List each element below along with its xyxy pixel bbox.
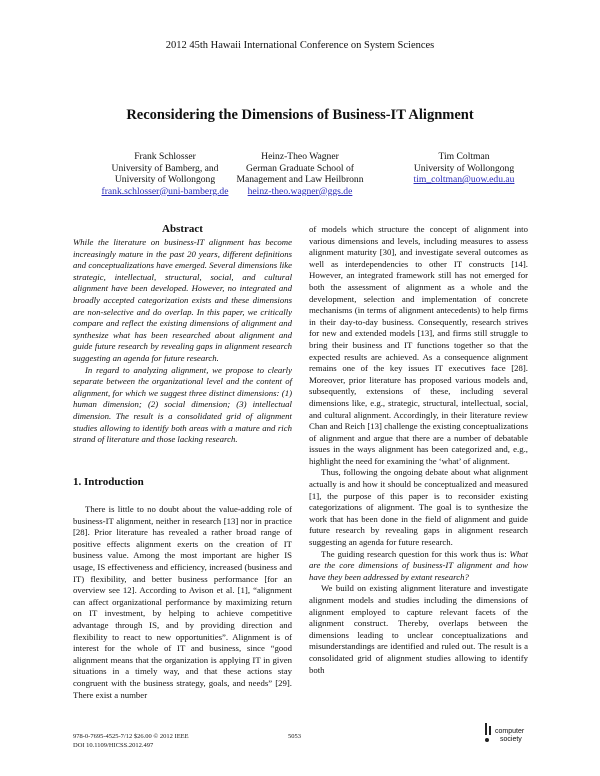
- author-affiliation: University of Wollongong: [114, 174, 216, 185]
- author-block: [215, 151, 385, 197]
- abstract-paragraph: While the literature on business-IT alignment has become increasingly mature in the past 20 years, different definitions and conceptualizations have emerged. Several dimensions like strategic, intellectual, structural, social, and cultural alignment have been developed. However, no integrated and broadly accepted categorization exists and these dimensions are non-selective and do overlap. In this paper, we critically compare and reflect the existing dimensions of alignment and synthesize what has been researched about alignment and guide future research by revealing gaps in alignment research suggesting an agenda for future research.: [73, 237, 292, 363]
- footer-doi: DOI 10.1109/HICSS.2012.497: [73, 742, 154, 749]
- author-affiliation: University of Bamberg, and: [111, 162, 219, 174]
- research-question: What are the core dimensions of business-IT alignment and how have they been addressed by extant research?: [309, 548, 528, 582]
- left-column: [73, 223, 292, 446]
- logo-mark-icon: [484, 722, 494, 744]
- computer-society-logo: [484, 722, 534, 748]
- author-email-link[interactable]: frank.schlosser@uni-bamberg.de: [101, 185, 229, 197]
- intro-section: [73, 476, 292, 701]
- author-name: Tim Coltman: [438, 151, 490, 162]
- logo-text: computer: [495, 728, 525, 735]
- author-name: Heinz-Theo Wagner: [261, 151, 339, 162]
- author-affiliation: University of Wollongong: [413, 162, 515, 174]
- author-affiliation: Management and Law Heilbronn: [236, 174, 364, 185]
- right-column: [309, 224, 528, 676]
- abstract-heading: Abstract: [162, 223, 203, 235]
- page-number: 5053: [288, 733, 301, 740]
- author-block: [379, 151, 549, 186]
- section-heading: 1. Introduction: [73, 476, 144, 488]
- research-question-paragraph: [309, 549, 528, 584]
- research-question-lead: The guiding research question for this work thus is:: [321, 548, 507, 559]
- abstract-paragraph: In regard to analyzing alignment, we propose to clearly separate between the organizational level and the content of alignment, for which we suggest three distinct dimensions: (1) human dimension; (2) social dimension; (3) intellectual dimension. The result is a consolidated grid of alignment studies allowing to identify both areas with a mature and rich strand of literature and those lacking research.: [73, 364, 292, 445]
- intro-paragraph: There is little to no doubt about the value-adding role of business-IT alignment, neither in research [13] nor in practice [28]. Prior literature has revealed a rather broad range of positive effects alignment exerts on the creation of IT business value. Among the most important are higher IS usage, IS effectiveness and efficiency, increased (business and IT) flexibility, and better business performance [for an overview see 12]. According to Avison et al. [1], “alignment can affect organizational performance by maximizing return on IT investment, by helping to achieve competitive advantage through IS, and by providing direction and flexibility to react to new opportunities”. Alignment is of interest for the whole of IT and business, since “good alignment means that the organization is applying IT in given situations in a timely way, and that these actions stay congruent with the business strategy, goals, and needs” [29]. There exist a number: [73, 504, 292, 700]
- author-email-link[interactable]: tim_coltman@uow.edu.au: [413, 174, 515, 185]
- logo-text: society: [500, 736, 522, 743]
- body-paragraph: We build on existing alignment literature and investigate alignment models and studies including the dimensions of alignment employed to capture relevant facets of the alignment construct. Thereby, overlaps between the dimensions leading to unclear conceptualizations and misunderstandings are identified and ruled out. The result is a consolidated grid of alignment studies allowing to identify both: [309, 583, 528, 675]
- body-paragraph: of models which structure the concept of alignment into various dimensions and levels, including measures to assess alignment maturity [30], and investigate several outcomes as well as interdependencies to other IT constructs [14]. However, an integrated framework still has not emerged for both the assessment of alignment as a whole and the development, selection and implementation of concrete mechanisms (in terms of alignment antecedents) to help firms in their day-to-day business. Consequently, research strives for new and extended models [13], and firms still struggle to bring their business and IT functions together so that the expected results are achieved. As a consequence alignment remains one of the key issues IT executives face [28]. Moreover, prior literature has proposed various models and, subsequently, extensions of these, including several dimensions like, e.g., strategic, structural, intellectual, social, and cultural alignment. Accordingly, in their literature review Chan and Reich [13] challenge the existing conceptualizations of alignment and argue that there are a number of debatable issues in the ways alignment has been categorized and, e.g., highlight the need for examining the ‘what’ of alignment.: [309, 224, 528, 466]
- body-paragraph: Thus, following the ongoing debate about what alignment actually is and how it should be conceptualized and measured [1], the purpose of this paper is to reconsider existing categorizations of alignment. The goal is to synthesize the work that has been done in the field of alignment and guide future research by revealing gaps in alignment research suggesting an agenda for future research.: [309, 467, 528, 548]
- author-email-link[interactable]: heinz-theo.wagner@ggs.de: [247, 185, 353, 197]
- author-affiliation: German Graduate School of: [246, 162, 354, 174]
- conference-header: 2012 45th Hawaii International Conference on System Sciences: [165, 40, 435, 51]
- author-name: Frank Schlosser: [134, 151, 196, 162]
- paper-title: Reconsidering the Dimensions of Business-IT Alignment: [126, 107, 474, 123]
- footer-isbn: 978-0-7695-4525-7/12 $26.00 © 2012 IEEE: [73, 733, 189, 740]
